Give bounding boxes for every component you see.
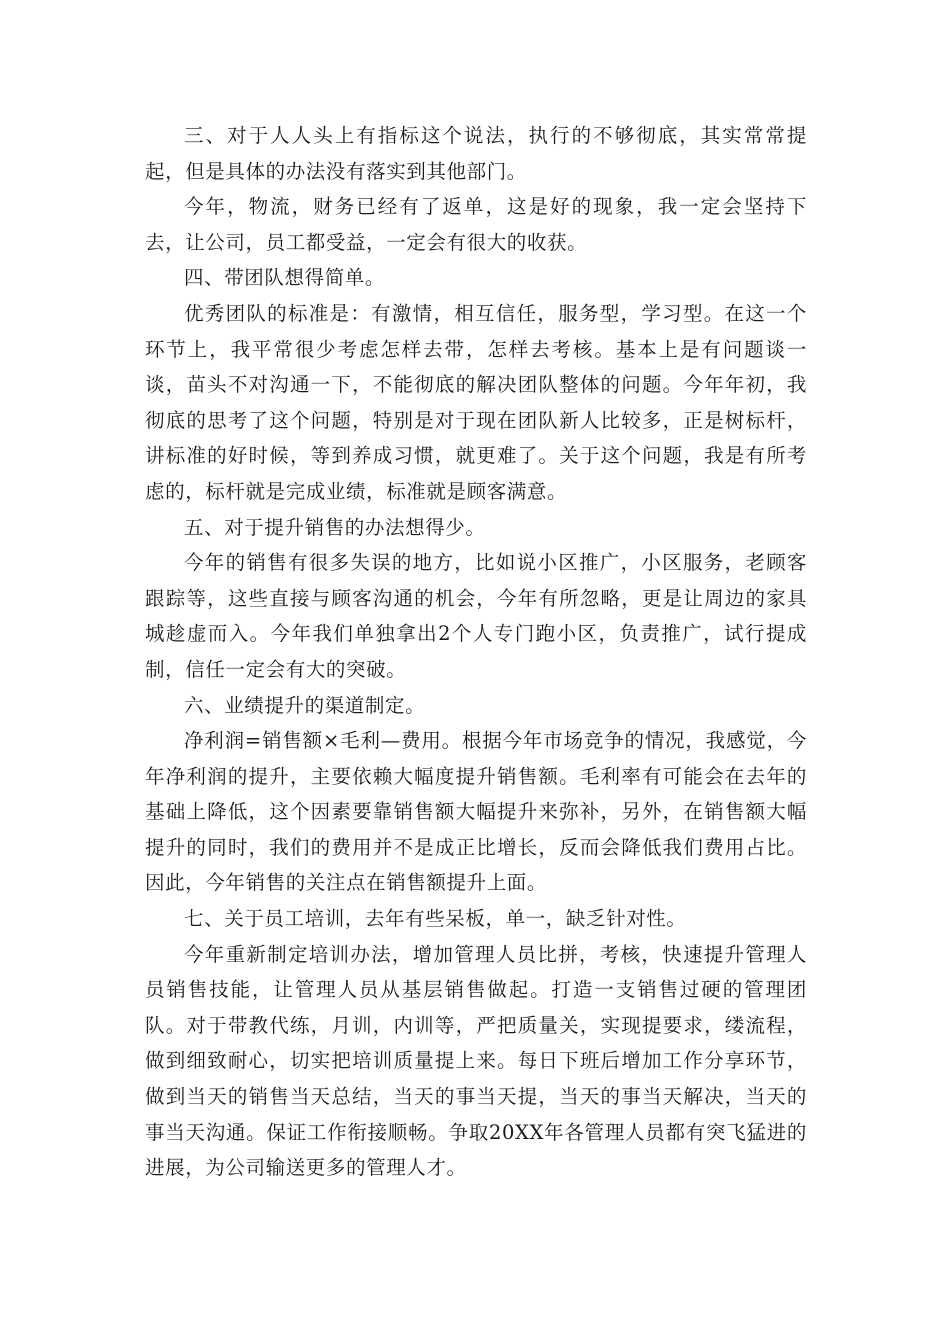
paragraph-section-3-heading: 三、对于人人头上有指标这个说法，执行的不够彻底，其实常常提起，但是具体的办法没有落实到其他部门。 bbox=[145, 124, 807, 183]
paragraph-sales-mistakes: 今年的销售有很多失误的地方，比如说小区推广，小区服务，老顾客跟踪等，这些直接与顾客沟通的机会，今年有所忽略，更是让周边的家具城趁虚而入。今年我们单独拿出2个人专门跑小区，负责推广，试行提成制，信任一定会有大的突破。 bbox=[145, 551, 807, 681]
paragraph-section-5-heading: 五、对于提升销售的办法想得少。 bbox=[184, 515, 486, 539]
paragraph-section-6-heading: 六、业绩提升的渠道制定。 bbox=[184, 693, 426, 717]
paragraph-logistics-finance: 今年，物流，财务已经有了返单，这是好的现象，我一定会坚持下去，让公司，员工都受益，一定会有很大的收获。 bbox=[145, 195, 807, 254]
paragraph-section-7-heading: 七、关于员工培训，去年有些呆板，单一，缺乏针对性。 bbox=[184, 907, 687, 931]
paragraph-net-profit: 净利润=销售额×毛利—费用。根据今年市场竞争的情况，我感觉，今年净利润的提升，主要依赖大幅度提升销售额。毛利率有可能会在去年的基础上降低，这个因素要靠销售额大幅提升来弥补，另外，在销售额大幅提升的同时，我们的费用并不是成正比增长，反而会降低我们费用占比。因此，今年销售的关注点在销售额提升上面。 bbox=[145, 729, 807, 895]
paragraph-training-plan: 今年重新制定培训办法，增加管理人员比拼，考核，快速提升管理人员销售技能，让管理人员从基层销售做起。打造一支销售过硬的管理团队。对于带教代练，月训，内训等，严把质量关，实现提要求，缕流程，做到细致耐心，切实把培训质量提上来。每日下班后增加工作分享环节，做到当天的销售当天总结，当天的事当天提，当天的事当天解决，当天的事当天沟通。保证工作衔接顺畅。争取20XX年各管理人员都有突飞猛进的进展，为公司输送更多的管理人才。 bbox=[145, 942, 807, 1180]
document-body bbox=[145, 118, 807, 1186]
paragraph-section-4-heading: 四、带团队想得简单。 bbox=[184, 266, 386, 290]
paragraph-team-standards: 优秀团队的标准是：有激情，相互信任，服务型，学习型。在这一个环节上，我平常很少考虑怎样去带，怎样去考核。基本上是有问题谈一谈，苗头不对沟通一下，不能彻底的解决团队整体的问题。今年年初，我彻底的思考了这个问题，特别是对于现在团队新人比较多，正是树标杆，讲标准的好时候，等到养成习惯，就更难了。关于这个问题，我是有所考虑的，标杆就是完成业绩，标准就是顾客满意。 bbox=[145, 301, 807, 503]
